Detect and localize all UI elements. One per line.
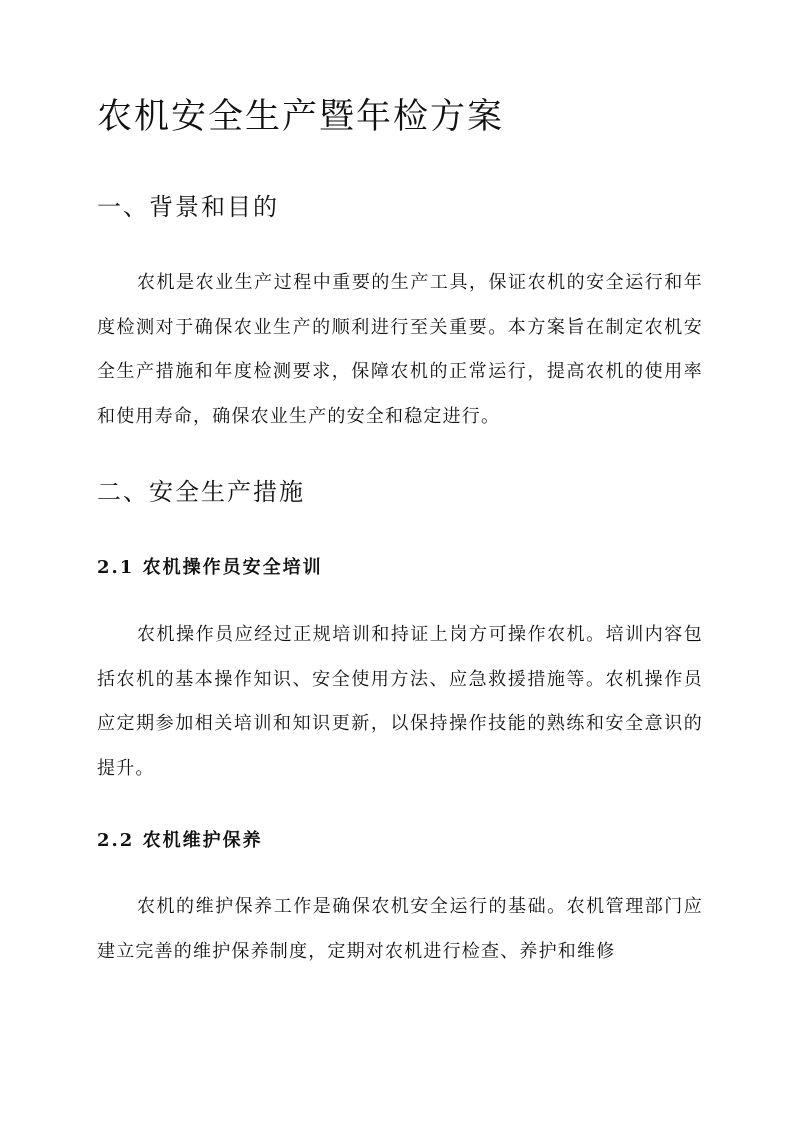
subsection-heading-maintenance: 2.2 农机维护保养 bbox=[97, 830, 263, 851]
section-heading-safety-measures: 二、安全生产措施 bbox=[97, 478, 305, 506]
subsection-heading-operator-training: 2.1 农机操作员安全培训 bbox=[97, 557, 323, 578]
paragraph-operator-training: 农机操作员应经过正规培训和持证上岗方可操作农机。培训内容包括农机的基本操作知识、安全使用方法、应急救援措施等。农机操作员应定期参加相关培训和知识更新，以保持操作技能的熟练和安全意识的提升。 bbox=[97, 624, 703, 779]
document-title: 农机安全生产暨年检方案 bbox=[97, 97, 505, 137]
paragraph-background: 农机是农业生产过程中重要的生产工具，保证农机的安全运行和年度检测对于确保农业生产的顺利进行至关重要。本方案旨在制定农机安全生产措施和年度检测要求，保障农机的正常运行，提高农机的使用率和使用寿命，确保农业生产的安全和稳定进行。 bbox=[97, 272, 703, 427]
paragraph-maintenance: 农机的维护保养工作是确保农机安全运行的基础。农机管理部门应建立完善的维护保养制度，定期对农机进行检查、养护和维修 bbox=[97, 896, 703, 962]
section-heading-background: 一、背景和目的 bbox=[97, 193, 279, 221]
